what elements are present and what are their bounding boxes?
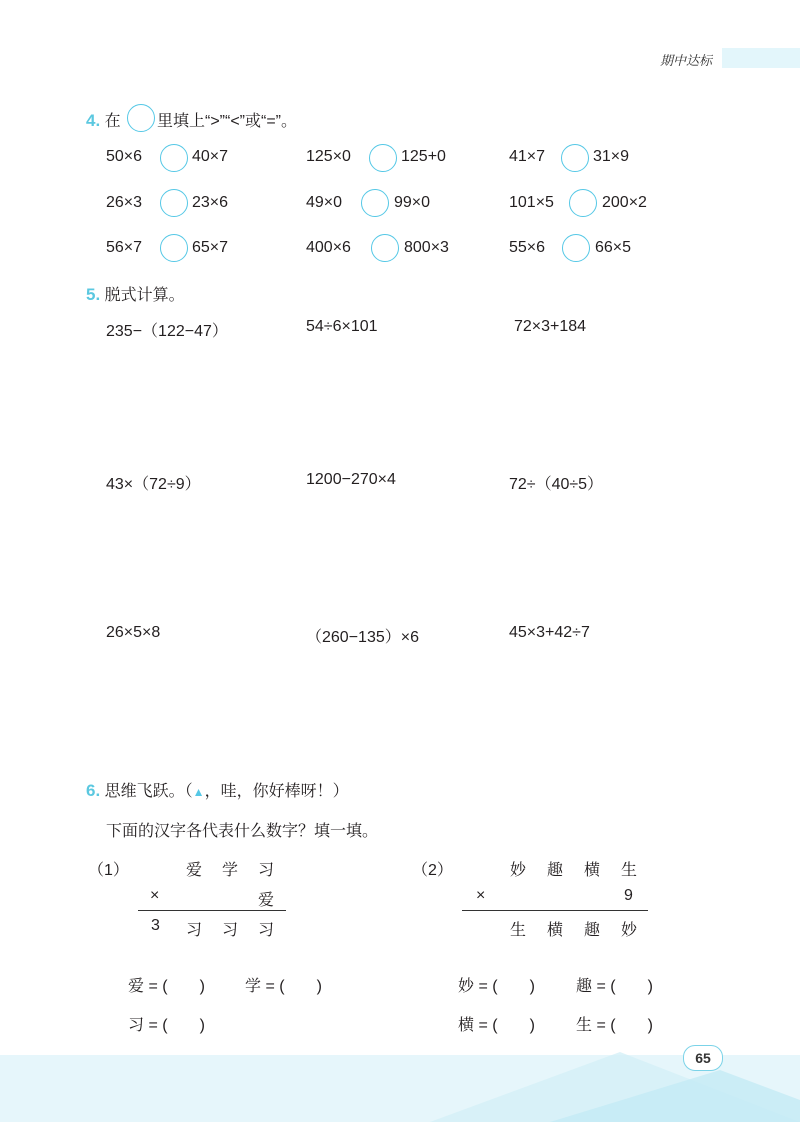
q4-r1c2-right: 125+0 <box>401 148 446 165</box>
q5-r2c1: 43×（72÷9） <box>106 476 201 493</box>
q5-r2c3: 72÷（40÷5） <box>509 476 604 493</box>
q5-r3c2: （260−135）×6 <box>306 629 419 646</box>
q6-title: 思维飞跃。 <box>104 783 185 800</box>
q4-r3c3-left: 55×6 <box>509 239 546 256</box>
q6-p1-rule <box>138 910 286 911</box>
footer-decoration <box>430 1040 800 1122</box>
q6-p1-top-digit-1: 爱 <box>186 862 203 879</box>
q4-r1c1-left: 50×6 <box>106 148 143 165</box>
thumbs-up-icon: ▲ <box>192 785 205 799</box>
q6-p1-top-digit-3: 习 <box>258 862 275 879</box>
q4-r3c1-right: 65×7 <box>192 239 229 256</box>
q4-r2c3-right: 200×2 <box>602 194 647 211</box>
q6-p2-result-3: 趣 <box>584 922 601 939</box>
q6-p2-answer-4[interactable]: 生 = ( ) <box>576 1017 653 1034</box>
q6-p2-times: × <box>476 887 486 904</box>
q4-r3c3-right: 66×5 <box>595 239 632 256</box>
q6-heading <box>86 778 349 801</box>
q6-p1-answer-2[interactable]: 学 = ( ) <box>245 978 322 995</box>
q4-r3c2-answer-circle[interactable] <box>371 234 399 262</box>
q4-r3c3-answer-circle[interactable] <box>562 234 590 262</box>
q6-p2-result-1: 生 <box>510 922 527 939</box>
q4-r1c3-answer-circle[interactable] <box>561 144 589 172</box>
q6-number: 6. <box>86 781 101 800</box>
q5-title: 脱式计算。 <box>104 287 185 304</box>
q6-note-text: ，哇，你好棒呀！） <box>204 783 349 800</box>
q4-r1c1-answer-circle[interactable] <box>160 144 188 172</box>
page-number: 65 <box>683 1045 723 1071</box>
q6-p2-result-2: 横 <box>547 922 564 939</box>
q6-p1-result-3: 习 <box>222 922 239 939</box>
q6-p2-top-digit-1: 妙 <box>510 862 527 879</box>
q4-r1c2-left: 125×0 <box>306 148 351 165</box>
q6-p1-multiplier: 爱 <box>258 892 275 909</box>
q6-p2-answer-2[interactable]: 趣 = ( ) <box>576 978 653 995</box>
q4-prompt-after: 里填上“>”“<”或“=”。 <box>157 113 298 130</box>
q6-p2-result-4: 妙 <box>621 922 638 939</box>
q4-r3c1-left: 56×7 <box>106 239 143 256</box>
q4-number: 4. <box>86 111 101 130</box>
q4-prompt-before: 在 <box>104 113 121 130</box>
q6-p1-answer-1[interactable]: 爱 = ( ) <box>128 978 205 995</box>
q6-p2-label: （2） <box>412 862 453 879</box>
q4-r2c1-answer-circle[interactable] <box>160 189 188 217</box>
q6-p2-top-digit-2: 趣 <box>547 862 564 879</box>
q5-r1c3: 72×3+184 <box>514 318 587 335</box>
q4-r2c2-left: 49×0 <box>306 194 343 211</box>
q5-number: 5. <box>86 285 101 304</box>
q5-r3c3: 45×3+42÷7 <box>509 624 590 641</box>
q6-p1-result-4: 习 <box>258 922 275 939</box>
q4-r2c2-answer-circle[interactable] <box>361 189 389 217</box>
q4-r1c2-answer-circle[interactable] <box>369 144 397 172</box>
q4-r2c3-answer-circle[interactable] <box>569 189 597 217</box>
q4-r2c1-right: 23×6 <box>192 194 229 211</box>
q5-r1c2: 54÷6×101 <box>306 318 378 335</box>
q4-example-circle <box>127 104 155 132</box>
header-tag-bar <box>722 48 800 68</box>
q4-r3c1-answer-circle[interactable] <box>160 234 188 262</box>
q6-p2-multiplier: 9 <box>624 887 633 904</box>
q4-r1c3-left: 41×7 <box>509 148 546 165</box>
q4-r1c1-right: 40×7 <box>192 148 229 165</box>
q6-p1-result-2: 习 <box>186 922 203 939</box>
q6-note-open: （ <box>184 783 193 800</box>
q4-r2c2-right: 99×0 <box>394 194 431 211</box>
q6-p1-result-1: 3 <box>151 917 160 934</box>
q5-r2c2: 1200−270×4 <box>306 471 396 488</box>
q4-r2c3-left: 101×5 <box>509 194 554 211</box>
header-title: 期中达标 <box>660 53 713 68</box>
q4-r1c3-right: 31×9 <box>593 148 630 165</box>
q6-p2-top-digit-4: 生 <box>621 862 638 879</box>
q6-p2-answer-3[interactable]: 横 = ( ) <box>458 1017 535 1034</box>
q4-heading <box>86 108 121 131</box>
q6-p1-top-digit-2: 学 <box>222 862 239 879</box>
q6-p2-rule <box>462 910 648 911</box>
q6-p2-top-digit-3: 横 <box>584 862 601 879</box>
q6-p1-answer-3[interactable]: 习 = ( ) <box>128 1017 205 1034</box>
q5-heading <box>86 282 185 305</box>
q5-r1c1: 235−（122−47） <box>106 323 228 340</box>
q4-r2c1-left: 26×3 <box>106 194 143 211</box>
q4-r3c2-left: 400×6 <box>306 239 351 256</box>
q5-r3c1: 26×5×8 <box>106 624 161 641</box>
q6-p1-times: × <box>150 887 160 904</box>
q6-p2-answer-1[interactable]: 妙 = ( ) <box>458 978 535 995</box>
q6-p1-label: （1） <box>88 862 129 879</box>
q6-instruction: 下面的汉字各代表什么数字？填一填。 <box>106 823 379 840</box>
q4-r3c2-right: 800×3 <box>404 239 449 256</box>
